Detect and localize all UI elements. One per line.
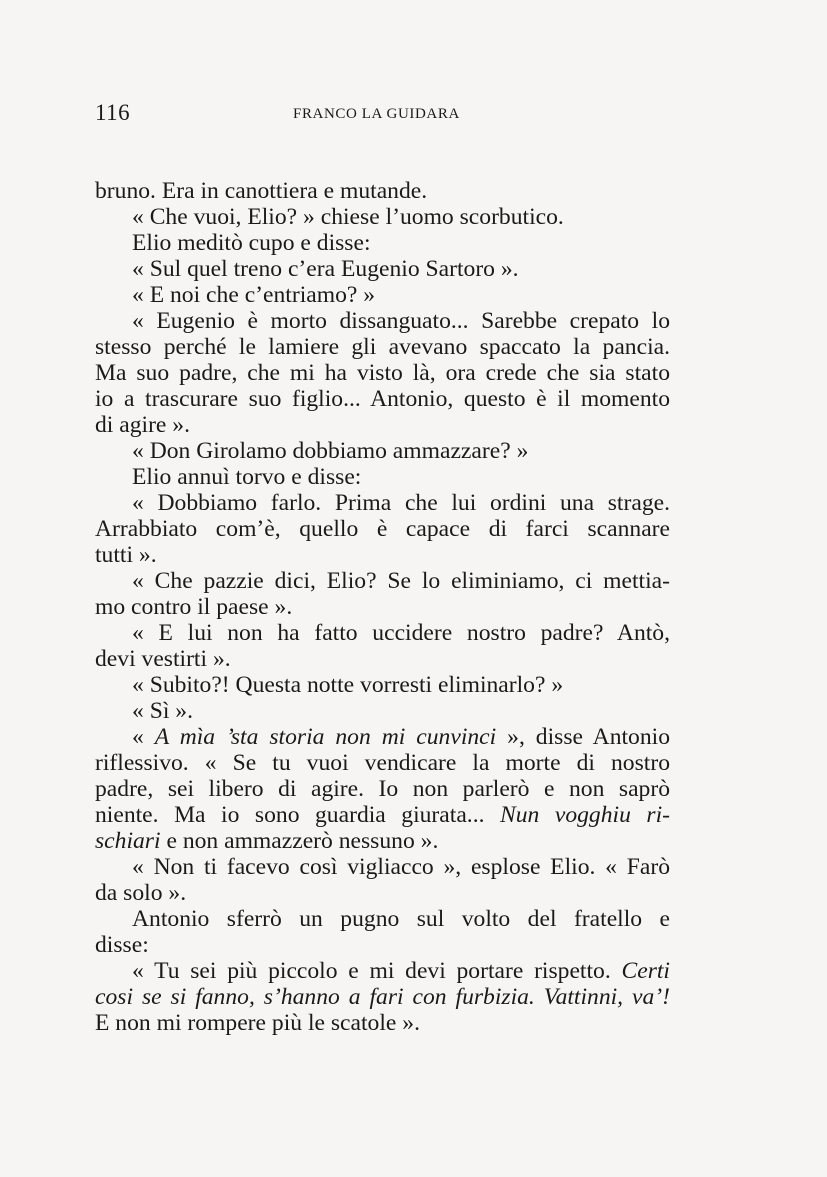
text-line: « Sì ». [132,698,193,724]
text-line: « E noi che c’entriamo? » [132,282,376,308]
text-line: stesso perché le lamiere gli avevano spaccato la pancia. [95,334,670,360]
text-line: Elio meditò cupo e disse: [132,230,371,256]
text-line: io a trascurare suo figlio... Antonio, questo è il momento [95,386,670,412]
text-line: Antonio sferrò un pugno sul volto del fratello e [132,906,670,932]
text-line: « A mìa ’sta storia non mi cunvinci », disse Antonio [132,724,670,750]
text-line: devi vestirti ». [95,646,231,672]
text-line: schiari e non ammazzerò nessuno ». [95,828,439,854]
text-line: « Subito?! Questa notte vorresti eliminarlo? » [132,672,564,698]
text-line: di agire ». [95,412,190,438]
text-line: mo contro il paese ». [95,594,293,620]
body-text [95,178,670,1036]
text-line: « Eugenio è morto dissanguato... Sarebbe crepato lo [132,308,670,334]
text-line: tutti ». [95,542,157,568]
text-line: « Non ti facevo così vigliacco », esplose Elio. « Farò [132,854,670,880]
text-line: cosi se si fanno, s’hanno a fari con furbizia. Vattinni, va’! [95,984,670,1010]
text-line: Arrabbiato com’è, quello è capace di farci scannare [95,516,670,542]
running-header [95,100,695,132]
page-number: 116 [95,100,131,125]
text-line: « E lui non ha fatto uccidere nostro padre? Antò, [132,620,670,646]
text-line: « Sul quel treno c’era Eugenio Sartoro ». [132,256,519,282]
text-line: riflessivo. « Se tu vuoi vendicare la morte di nostro [95,750,670,776]
text-line: Ma suo padre, che mi ha visto là, ora crede che sia stato [95,360,670,386]
text-line: disse: [95,932,149,958]
text-line: niente. Ma io sono guardia giurata... Nun vogghiu ri- [95,802,670,828]
text-line: « Che pazzie dici, Elio? Se lo eliminiamo, ci mettia- [132,568,670,594]
text-line: E non mi rompere più le scatole ». [95,1010,420,1036]
text-line: « Che vuoi, Elio? » chiese l’uomo scorbutico. [132,204,564,230]
text-line: « Don Girolamo dobbiamo ammazzare? » [132,438,529,464]
text-line: da solo ». [95,880,187,906]
running-head-author: FRANCO LA GUIDARA [293,106,460,122]
text-line: « Dobbiamo farlo. Prima che lui ordini una strage. [132,490,670,516]
text-line: Elio annuì torvo e disse: [132,464,362,490]
text-line: padre, sei libero di agire. Io non parlerò e non saprò [95,776,670,802]
text-line: bruno. Era in canottiera e mutande. [95,178,428,204]
text-line: « Tu sei più piccolo e mi devi portare rispetto. Certi [132,958,670,984]
